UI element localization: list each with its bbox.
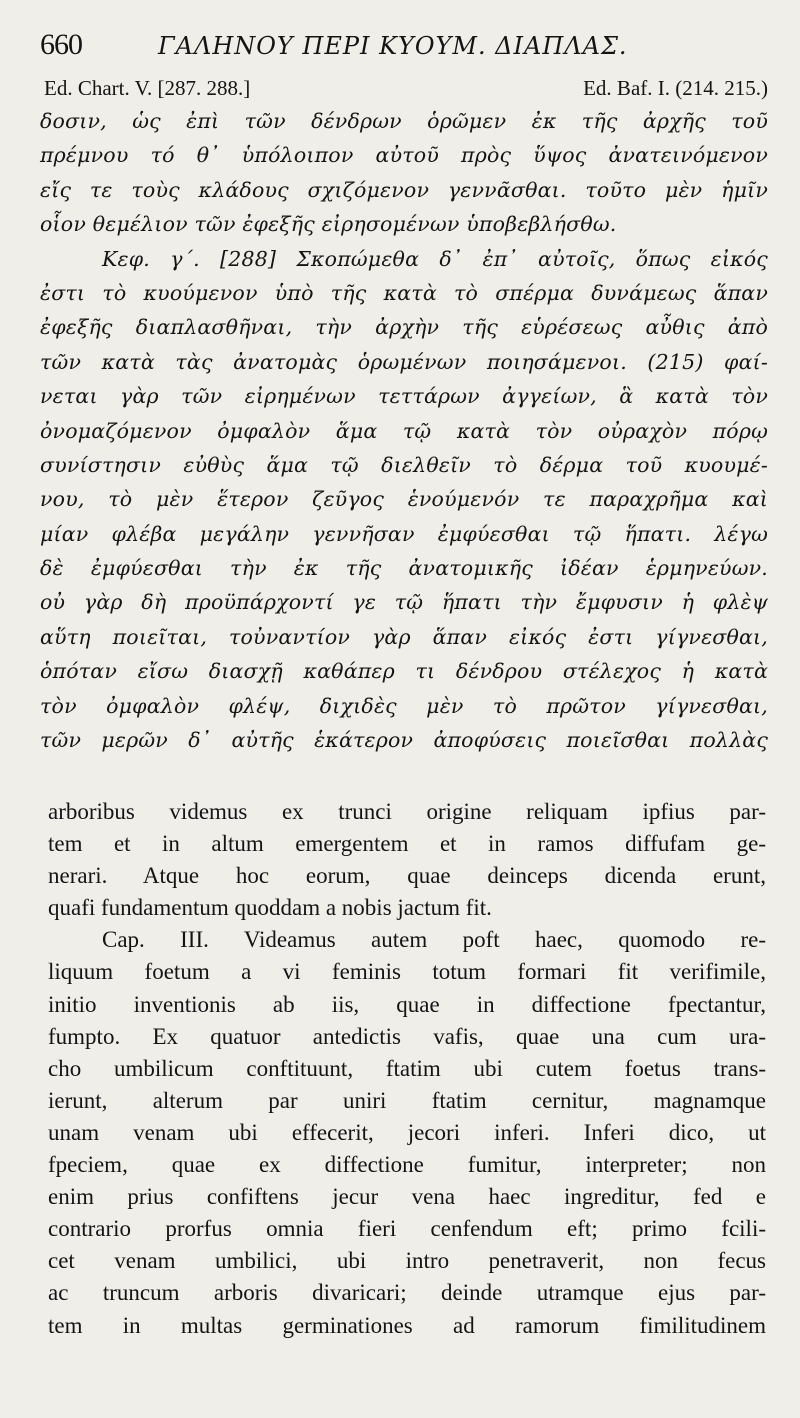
greek-line: αὕτη ποιεῖται, τοὐναντίον γὰρ ἅπαν εἰκός ἐστι γίγνεσθαι, — [40, 624, 768, 649]
latin-line: liquum foetum a vi feminis totum formari fit verifimile, — [48, 959, 766, 985]
greek-line: εἴς τε τοὺς κλάδους σχιζόμενον γεννᾶσθαι. τοῦτο μὲν ἡμῖν — [40, 177, 768, 202]
running-title: ΓΑΛΗΝΟΥ ΠΕΡΙ ΚΥΟΥΜ. ΔΙΑΠΛΑΣ. — [158, 32, 628, 60]
latin-line: cet venam umbilici, ubi intro penetraverit, non fecus — [48, 1248, 766, 1274]
latin-line: cho umbilicum conftituunt, ftatim ubi cutem foetus trans- — [48, 1055, 766, 1081]
latin-line: contrario prorfus omnia fieri cenfendum eft; primo fcili- — [48, 1216, 766, 1242]
latin-line: ierunt, alterum par uniri ftatim cernitur, magnamque — [48, 1087, 766, 1113]
edition-chartier: Ed. Chart. V. [287. 288.] — [44, 76, 251, 100]
greek-line: μίαν φλέβα μεγάλην γεννῆσαν ἐμφύεσθαι τῷ ἥπατι. λέγω — [40, 521, 768, 546]
greek-line: νου, τὸ μὲν ἕτερον ζεῦγος ἑνούμενόν τε παραχρῆμα καὶ — [40, 487, 768, 512]
latin-line: unam venam ubi effecerit, jecori inferi. Inferi dico, ut — [48, 1119, 766, 1145]
greek-line: δὲ ἐμφύεσθαι τὴν ἐκ τῆς ἀνατομικῆς ἰδέαν ἑρμηνεύων. — [40, 556, 768, 581]
latin-line: tem in multas germinationes ad ramorum fimilitudinem — [48, 1312, 766, 1338]
edition-basel: Ed. Baf. I. (214. 215.) — [583, 76, 768, 100]
greek-line: ὁπόταν εἴσω διασχῇ καθάπερ τι δένδρου στέλεχος ἡ κατὰ — [40, 659, 768, 684]
greek-line: οἷον θεμέλιον τῶν ἐφεξῆς εἰρησομένων ὑποβεβλήσθω. — [40, 212, 617, 237]
latin-line: tem et in altum emergentem et in ramos diffufam ge- — [48, 831, 766, 857]
latin-line: quafi fundamentum quoddam a nobis jactum fit. — [48, 895, 492, 921]
latin-chapter-heading-line: Cap. III. Videamus autem poft haec, quomodo re- — [102, 927, 766, 953]
latin-line: nerari. Atque hoc eorum, quae deinceps dicenda erunt, — [48, 863, 766, 889]
greek-line: τῶν κατὰ τὰς ἀνατομὰς ὁρωμένων ποιησάμενοι. (215) φαί- — [40, 349, 768, 374]
greek-line: ὀνομαζόμενον ὀμφαλὸν ἅμα τῷ κατὰ τὸν οὐραχὸν πόρῳ — [40, 418, 768, 443]
greek-line: τῶν μερῶν δ᾽ αὐτῆς ἑκάτερον ἀποφύσεις ποιεῖσθαι πολλὰς — [40, 728, 768, 753]
greek-line: οὐ γὰρ δὴ προϋπάρχοντί γε τῷ ἥπατι τὴν ἔμφυσιν ἡ φλὲψ — [40, 590, 768, 615]
greek-line: νεται γὰρ τῶν εἰρημένων τεττάρων ἀγγείων, ἃ κατὰ τὸν — [40, 384, 768, 409]
latin-line: initio inventionis ab iis, quae in diffectione fpectantur, — [48, 991, 766, 1017]
latin-line: arboribus videmus ex trunci origine reliquam ipfius par- — [48, 799, 766, 824]
greek-line: τὸν ὀμφαλὸν φλέψ, διχιδὲς μὲν τὸ πρῶτον γίγνεσθαι, — [40, 693, 768, 718]
greek-text-block — [40, 104, 768, 757]
greek-line: ἐφεξῆς διαπλασθῆναι, τὴν ἀρχὴν τῆς εὑρέσεως αὖθις ἀπὸ — [40, 315, 768, 340]
greek-line: ἐστι τὸ κυούμενον ὑπὸ τῆς κατὰ τὸ σπέρμα δυνάμεως ἅπαν — [40, 280, 768, 305]
page-header — [40, 22, 760, 68]
greek-line: συνίστησιν εὐθὺς ἅμα τῷ διελθεῖν τὸ δέρμα τοῦ κυουμέ- — [40, 452, 768, 477]
greek-chapter-heading-line: Κεφ. γ΄. [288] Σκοπώμεθα δ᾽ ἐπ᾽ αὐτοῖς, ὅπως εἰκός — [102, 246, 768, 271]
latin-line: enim prius confiftens jecur vena haec ingreditur, fed e — [48, 1184, 766, 1210]
latin-text-block — [48, 796, 766, 1342]
greek-line: πρέμνου τό θ᾽ ὑπόλοιπον αὐτοῦ πρὸς ὕψος ἀνατεινόμενον — [40, 143, 768, 168]
edition-references — [44, 74, 768, 104]
latin-line: fpeciem, quae ex diffectione fumitur, interpreter; non — [48, 1152, 766, 1178]
latin-line: fumpto. Ex quatuor antedictis vafis, quae una cum ura- — [48, 1023, 766, 1049]
page-number: 660 — [40, 28, 82, 61]
greek-line: δοσιν, ὡς ἐπὶ τῶν δένδρων ὁρῶμεν ἐκ τῆς ἀρχῆς τοῦ — [40, 109, 768, 133]
latin-line: ac truncum arboris divaricari; deinde utramque ejus par- — [48, 1280, 766, 1306]
